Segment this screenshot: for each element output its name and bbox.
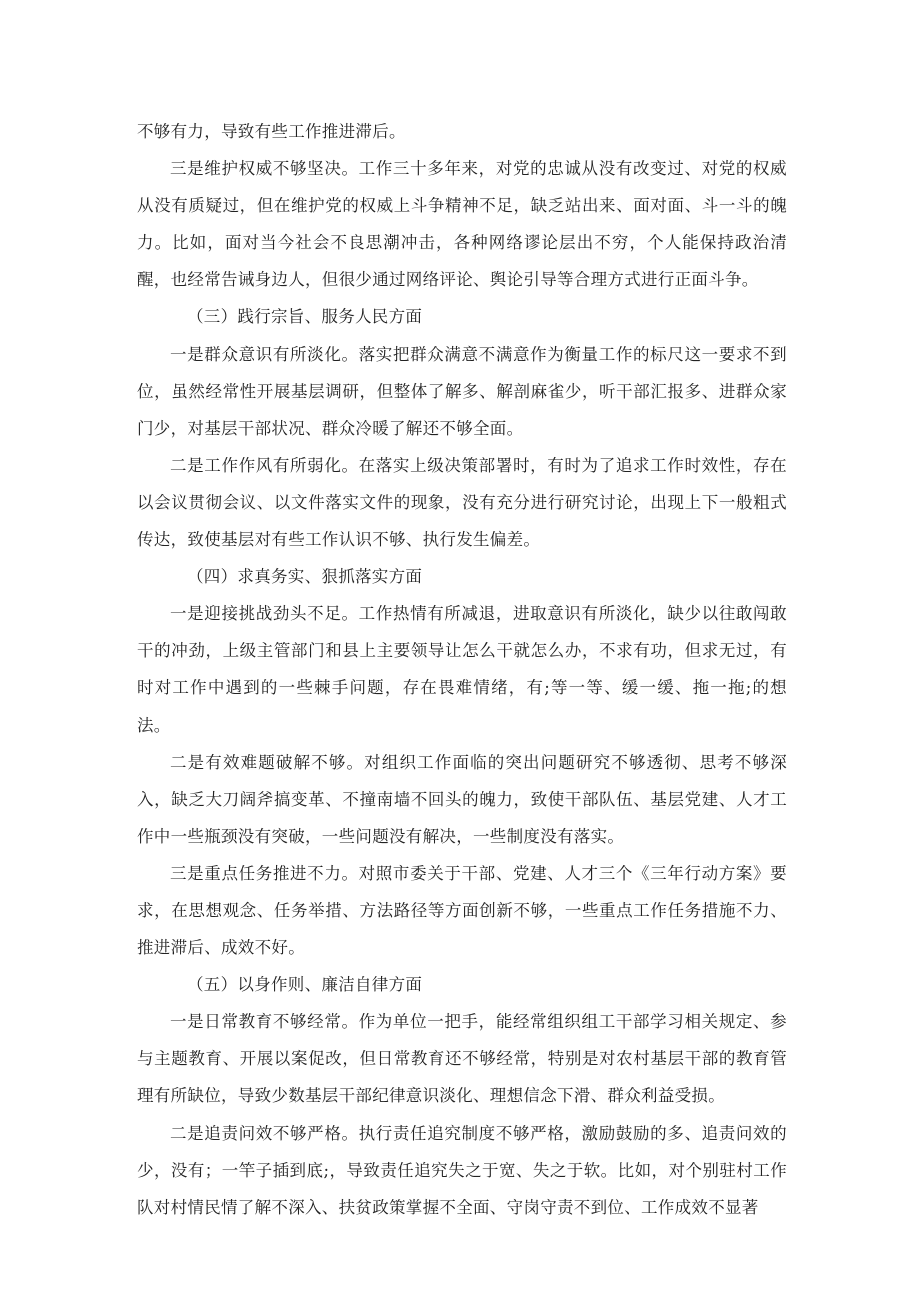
paragraph-work-style: 二是工作作风有所弱化。在落实上级决策部署时，有时为了追求工作时效性，存在以会议贯彻会议、以文件落实文件的现象，没有充分进行研究讨论，出现上下一般粗式传达，致使基层对有些工作认识不够、执行发生偏差。 [137,455,787,550]
paragraph-key-tasks: 三是重点任务推进不力。对照市委关于干部、党建、人才三个《三年行动方案》要求，在思想观念、任务举措、方法路径等方面创新不够，一些重点工作任务措施不力、推进滞后、成效不好。 [137,863,787,958]
document-body [137,113,787,1226]
section-heading-5: （五）以身作则、廉洁自律方面 [187,975,423,995]
section-heading-3: （三）践行宗旨、服务人民方面 [187,307,423,327]
paragraph-challenge: 一是迎接挑战劲头不足。工作热情有所减退，进取意识有所淡化，缺少以往敢闯敢干的冲劲，上级主管部门和县上主要领导让怎么干就怎么办，不求有功，但求无过，有时对工作中遇到的一些棘手问题，存在畏难情绪，有;等一等、缓一缓、拖一拖;的想法。 [137,604,787,735]
paragraph-mass-awareness: 一是群众意识有所淡化。落实把群众满意不满意作为衡量工作的标尺这一要求不到位，虽然经常性开展基层调研，但整体了解多、解剖麻雀少，听干部汇报多、进群众家门少，对基层干部状况、群众冷暖了解还不够全面。 [137,344,787,438]
paragraph-authority: 三是维护权威不够坚决。工作三十多年来，对党的忠诚从没有改变过、对党的权威从没有质疑过，但在维护党的权威上斗争精神不足，缺乏站出来、面对面、斗一斗的魄力。比如，面对当今社会不良思潮冲击，各种网络谬论层出不穷，个人能保持政治清醒，也经常告诫身边人，但很少通过网络评论、舆论引导等合理方式进行正面斗争。 [137,159,787,290]
section-heading-4: （四）求真务实、狠抓落实方面 [187,567,423,587]
paragraph-accountability: 二是追责问效不够严格。执行责任追究制度不够严格，激励鼓励的多、追责问效的少，没有；一竿子插到底;，导致责任追究失之于宽、失之于软。比如，对个别驻村工作队对村情民情了解不深入、扶贫政策掌握不全面、守岗守责不到位、工作成效不显著 [137,1123,787,1217]
continued-paragraph: 不够有力，导致有些工作推进滞后。 [137,122,406,141]
paragraph-daily-education: 一是日常教育不够经常。作为单位一把手，能经常组织组工干部学习相关规定、参与主题教育、开展以案促改，但日常教育还不够经常，特别是对农村基层干部的教育管理有所缺位，导致少数基层干部纪律意识淡化、理想信念下滑、群众利益受损。 [137,1012,787,1106]
paragraph-problem-solving: 二是有效难题破解不够。对组织工作面临的突出问题研究不够透彻、思考不够深入，缺乏大刀阔斧搞变革、不撞南墙不回头的魄力，致使干部队伍、基层党建、人才工作中一些瓶颈没有突破，一些问题没有解决，一些制度没有落实。 [137,752,787,846]
